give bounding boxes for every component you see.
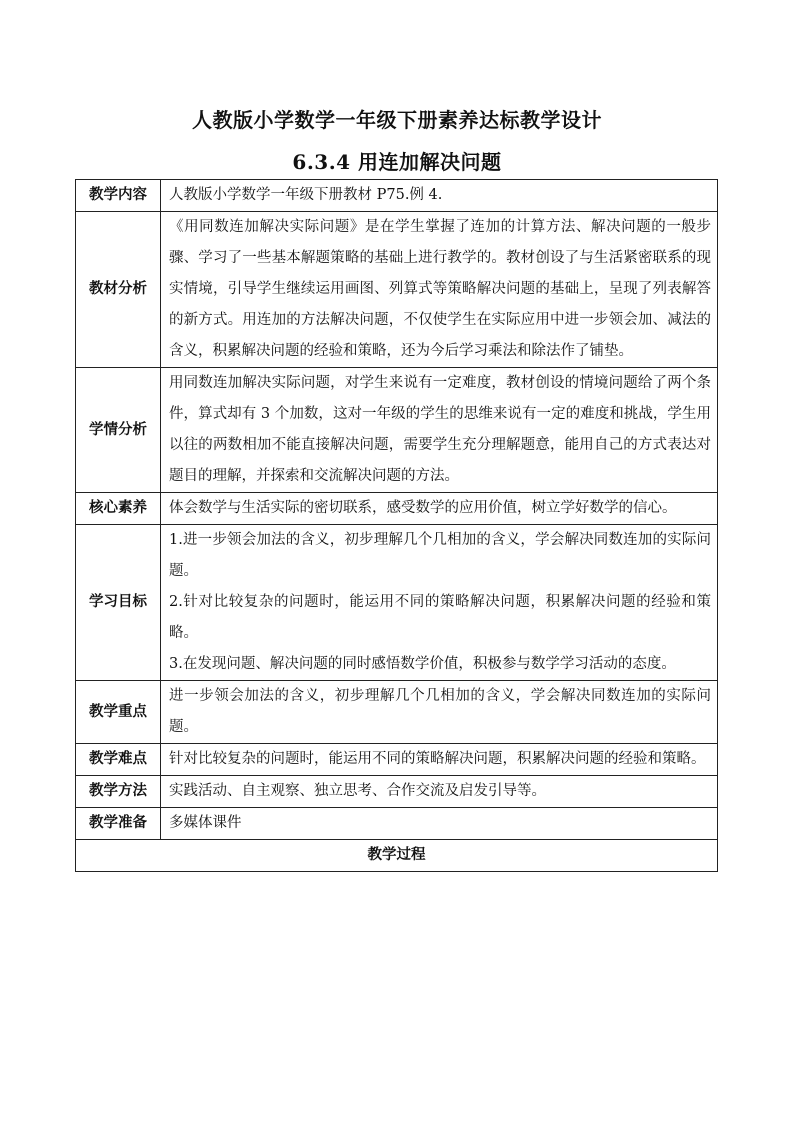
row-value-student-analysis: 用同数连加解决实际问题，对学生来说有一定难度，教材创设的情境问题给了两个条件，算式却有 3 个加数，这对一年级的学生的思维来说有一定的难度和挑战，学生用以往的两数相加不能直接解决问题，需要学生充分理解题意，能用自己的方式表达对题目的理解，并探索和交流解决问题的方法。	[161, 368, 718, 493]
row-value-textbook-analysis: 《用同数连加解决实际问题》是在学生掌握了连加的计算方法、解决问题的一般步骤、学习了一些基本解题策略的基础上进行教学的。教材创设了与生活紧密联系的现实情境，引导学生继续运用画图、列算式等策略解决问题的基础上，呈现了列表解答的新方式。用连加的方法解决问题，不仅使学生在实际应用中进一步领会加、减法的含义，积累解决问题的经验和策略，还为今后学习乘法和除法作了铺垫。	[161, 212, 718, 368]
table-row-student-analysis	[76, 368, 718, 493]
row-value-methods: 实践活动、自主观察、独立思考、合作交流及启发引导等。	[161, 776, 718, 808]
row-label-student-analysis: 学情分析	[76, 368, 161, 493]
row-label-key-points: 教学重点	[76, 681, 161, 744]
row-label-core-literacy: 核心素养	[76, 493, 161, 525]
objective-item-3: 3.在发现问题、解决问题的同时感悟数学价值，积极参与数学学习活动的态度。	[169, 656, 676, 672]
row-value-preparation: 多媒体课件	[161, 808, 718, 840]
row-label-textbook-analysis: 教材分析	[76, 212, 161, 368]
table-row-methods	[76, 776, 718, 808]
lesson-plan-table	[75, 179, 718, 872]
objective-item-2: 2.针对比较复杂的问题时，能运用不同的策略解决问题，积累解决问题的经验和策略。	[169, 594, 711, 641]
row-label-methods: 教学方法	[76, 776, 161, 808]
process-header: 教学过程	[76, 840, 718, 872]
row-label-content: 教学内容	[76, 180, 161, 212]
row-label-objectives: 学习目标	[76, 525, 161, 681]
row-label-difficult-points: 教学难点	[76, 744, 161, 776]
table-row-process	[76, 840, 718, 872]
row-value-content: 人教版小学数学一年级下册教材 P75.例 4.	[161, 180, 718, 212]
objective-item-1: 1.进一步领会加法的含义，初步理解几个几相加的含义，学会解决同数连加的实际问题。	[169, 532, 711, 579]
table-row-key-points	[76, 681, 718, 744]
table-row-preparation	[76, 808, 718, 840]
lesson-title: 6.3.4 用连加解决问题	[292, 150, 502, 174]
row-value-key-points: 进一步领会加法的含义，初步理解几个几相加的含义，学会解决同数连加的实际问题。	[161, 681, 718, 744]
row-value-difficult-points: 针对比较复杂的问题时，能运用不同的策略解决问题，积累解决问题的经验和策略。	[161, 744, 718, 776]
table-row-objectives	[76, 525, 718, 681]
row-label-preparation: 教学准备	[76, 808, 161, 840]
table-row-difficult-points	[76, 744, 718, 776]
table-row-textbook-analysis	[76, 212, 718, 368]
row-value-core-literacy: 体会数学与生活实际的密切联系，感受数学的应用价值，树立学好数学的信心。	[161, 493, 718, 525]
document-title: 人教版小学数学一年级下册素养达标教学设计	[192, 108, 602, 132]
table-row-core-literacy	[76, 493, 718, 525]
row-value-objectives	[161, 525, 718, 681]
table-row-content	[76, 180, 718, 212]
